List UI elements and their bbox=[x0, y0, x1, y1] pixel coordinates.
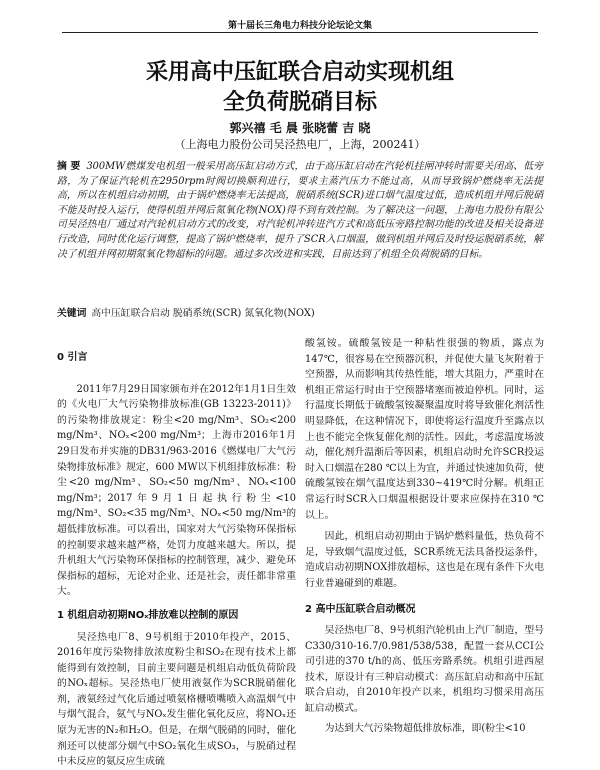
section-2-heading: 2 高中压缸联合启动概况 bbox=[305, 603, 416, 615]
right-paragraph-2: 因此，机组启动初期由于锅炉燃料量低，热负荷不足，导致烟气温度过低，SCR系统无法具备投运条件，造成启动初期NOX排放超标，这也是在现有条件下火电行业普遍碰到的难题。 bbox=[305, 531, 544, 589]
section-2-paragraph-1: 吴泾热电厂8、9号机组汽轮机由上汽厂制造，型号C330/310-16.7/0.981/538/538，配置一套从CCI公司引进的370 t/h的高、低压旁路系统。机组引进西屋技术，原设计有三种启动模式：高压缸启动和高中压缸联合启动，自2010年投产以来，机组均习惯采用高压缸启动模式。 bbox=[305, 625, 544, 715]
right-column bbox=[305, 336, 544, 736]
title-line-1: 采用高中压缸联合启动实现机组 bbox=[145, 60, 454, 85]
abstract-text: 300MW燃煤发电机组一般采用高压缸启动方式，由于高压缸启动在汽轮机挂闸冲转时需要关闭高、低旁路，为了保证汽轮机在2950rpm时阀切换顺利进行，要求主蒸汽压力不能过高，从而导致锅炉燃烧率无法提高，所以在机组启动初期，由于锅炉燃烧率无法提高，脱硝系统(SCR)进口烟气温度过低，造成机组并网后脱硝不能及时投入运行，使得机组并网后氮氧化物(NOX)得不到有效控制。为了解决这一问题，上海电力股份有限公司吴泾热电厂通过对汽轮机启动方式的改变，对汽轮机冲转进汽方式和高低压旁路控制功能的改进及相关设备进行改造，同时优化运行调整，提高了锅炉燃烧率，提升了SCR入口烟温，做到机组并网后及时投运脱硝系统，解决了机组并网初期氮氧化物超标的问题。通过多次改进和实践，目前达到了机组全负荷脱硝的目标。 bbox=[57, 161, 543, 260]
right-paragraph-1: 酸氢铵。硫酸氢铵是一种粘性很强的物质，露点为147℃，很容易在空预器沉积，并促使大量飞灰附着于空预器，从而影响其传热性能，增大其阻力，严重时在机组正常运行时由于空预器堵塞而被迫停机。同时，运行温度长期低于硫酸氢铵凝聚温度时将导致催化剂活性明显降低，在这种情况下，即使将运行温度升至露点以上也不能完全恢复催化剂的活性。因此，考虑温度场波动，催化剂升温渐后等因素，机组启动时允许SCR投运时入口烟温在280 ℃以上为宜，并通过快速加负荷，使硫酸氢铵在烟气温度达到330~419℃时分解。机组正常运行时SCR入口烟温根据设计要求应保持在310 ℃以上。 bbox=[305, 338, 544, 521]
section-0-paragraph: 2011年7月29日国家颁布并在2012年1月1日生效的《火电厂大气污染物排放标准(GB 13223-2011)》的污染物排放规定：粉尘<20 mg/Nm³、SO₂<200 mg/Nm³、NOₓ<200 mg/Nm³；上海市2016年1月29日发布并实施的DB31/963-2016《燃煤电厂大气污染物排放标准》规定，600 MW以下机组排放标准：粉尘<20 mg/Nm³、SO₂<50 mg/Nm³、NOₓ<100 mg/Nm³；2017年9月1日起执行粉尘<10 mg/Nm³、SO₂<35 mg/Nm³、NOₓ<50 mg/Nm³的超低排放标准。可以看出，国家对大气污染物环保指标的控制要求越来越严格，处罚力度越来越大。所以，提升机组大气污染物环保指标的控制管理，减少、避免环保指标的超标，无论对企业、还是社会，责任都非常重大。 bbox=[57, 383, 296, 598]
keywords-label: 关键词 bbox=[57, 308, 87, 319]
abstract bbox=[57, 160, 543, 262]
running-header: 第十届长三角电力科技分论坛论文集 bbox=[227, 21, 372, 31]
section-0-heading: 0 引言 bbox=[57, 352, 88, 363]
left-column bbox=[57, 336, 296, 770]
keywords-text: 高中压缸联合启动 脱硝系统(SCR) 氮氧化物(NOX) bbox=[91, 308, 315, 319]
paper-title bbox=[0, 58, 600, 118]
affiliation: （上海电力股份公司吴泾热电厂，上海，200241） bbox=[174, 138, 426, 151]
header-rule bbox=[62, 32, 538, 33]
title-line-2: 全负荷脱硝目标 bbox=[222, 90, 377, 115]
abstract-label: 摘 要 bbox=[57, 161, 81, 172]
section-1-paragraph: 吴泾热电厂8、9号机组于2010年投产，2015、2016年度污染物排放浓度粉尘和SO₂在现有技术上都能得到有效控制，目前主要问题是机组启动低负荷阶段的NOₓ超标。吴泾热电厂使用液氨作为SCR脱硝催化剂，液氨经过气化后通过喷氨格栅喷嘴喷入高温烟气中与烟气混合，氨气与NOₓ发生催化氧化反应，将NOₓ还原为无害的N₂和H₂O。但是，在烟气脱硝的同时，催化剂还可以使部分烟气中SO₂氧化生成SO₃，与脱硝过程中未反应的氨反应生成硫 bbox=[57, 631, 296, 768]
keywords bbox=[57, 307, 543, 321]
authors: 郭兴禧 毛 晨 张晓蕾 吉 晓 bbox=[229, 121, 371, 135]
section-2-paragraph-2: 为达到大气污染物超低排放标准，即(粉尘<10 bbox=[324, 722, 526, 734]
section-1-heading: 1 机组启动初期NOₓ排放难以控制的原因 bbox=[57, 609, 239, 621]
